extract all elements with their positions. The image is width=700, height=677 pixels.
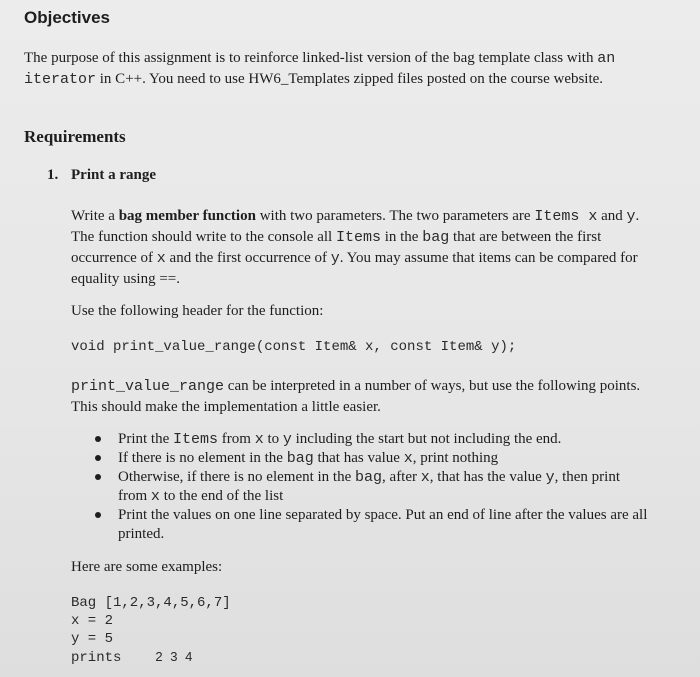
rules-list [92, 430, 648, 544]
list-item: Print the Items from x to y including the start but not including the end. [92, 430, 648, 449]
examples-intro: Here are some examples: [71, 559, 223, 575]
objectives-paragraph: The purpose of this assignment is to reinforce linked-list version of the bag template class with an iterator in C++. You need to use HW6_Templates zipped files posted on the course website. [24, 50, 616, 88]
example-prints-line: prints 2 3 4 [71, 649, 193, 666]
interpretation-paragraph: print_value_range can be interpreted in a number of ways, but use the following points. This should make the implementation a little easier. [71, 378, 641, 415]
objectives-heading: Objectives [24, 8, 110, 27]
example-x-line: x = 2 [71, 613, 114, 629]
function-header-code: void print_value_range(const Item& x, const Item& y); [71, 339, 517, 355]
example-y-line: y = 5 [71, 631, 114, 647]
bullet-icon [95, 512, 101, 518]
bullet-icon [95, 455, 101, 461]
bullet-icon [95, 474, 101, 480]
example-bag-line: Bag [1,2,3,4,5,6,7] [71, 595, 231, 611]
header-intro: Use the following header for the function: [71, 303, 324, 319]
list-item: Print the values on one line separated by space. Put an end of line after the values are all printed. [92, 506, 648, 544]
list-item: If there is no element in the bag that has value x, print nothing [92, 449, 648, 468]
requirements-heading: Requirements [24, 127, 126, 146]
example-code-block [71, 594, 231, 667]
requirement-item-title: 1. Print a range [47, 167, 156, 183]
bullet-icon [95, 436, 101, 442]
list-item: Otherwise, if there is no element in the bag, after x, that has the value y, then print from x to the end of the list [92, 468, 648, 506]
requirement-description: Write a bag member function with two parameters. The two parameters are Items x and y. The function should write to the console all Items in the bag that are between the first occurrence of x and the first occurrence of y. You may assume that items can be compared for equality using ==. [71, 208, 640, 287]
